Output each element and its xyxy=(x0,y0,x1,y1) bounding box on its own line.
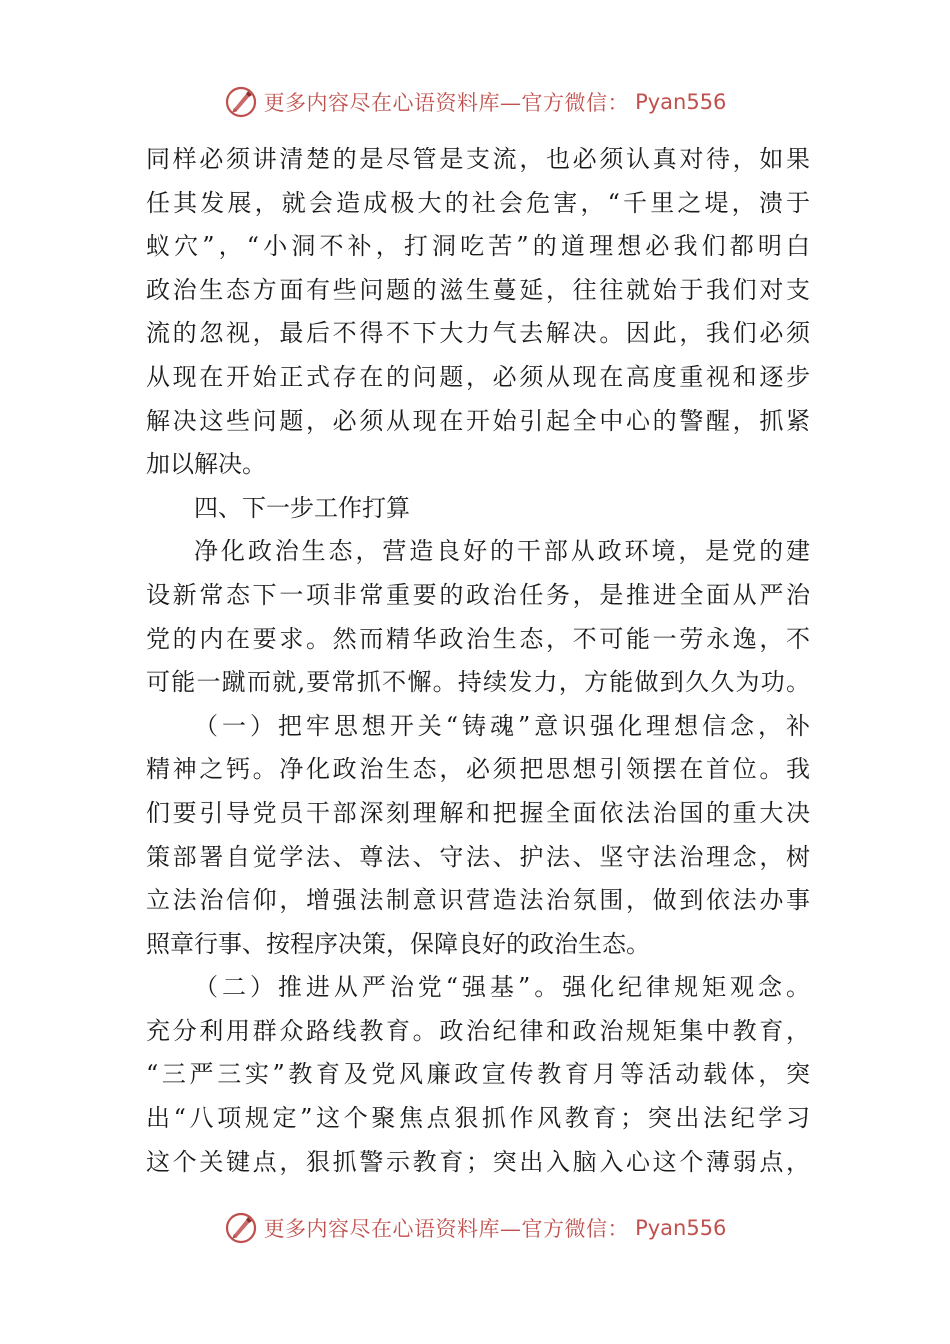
text-line: “三严三实”教育及党风廉政宣传教育月等活动载体，突 xyxy=(146,1060,810,1089)
text-line: 党的内在要求。然而精华政治生态，不可能一劳永逸，不 xyxy=(146,624,810,653)
text-line: 们要引导党员干部深刻理解和把握全面依法治国的重大决 xyxy=(146,798,810,827)
text-line: 净化政治生态，营造良好的干部从政环境，是党的建 xyxy=(194,537,810,566)
text-line: 流的忽视，最后不得不下大力气去解决。因此，我们必须 xyxy=(146,319,810,348)
text-line: 可能一蹴而就,要常抓不懈。持续发力，方能做到久久为功。 xyxy=(146,668,810,697)
pen-circle-logo-icon xyxy=(224,85,258,119)
document-body xyxy=(146,138,810,1184)
text-line: （二）推进从严治党“强基”。强化纪律规矩观念。 xyxy=(194,973,810,1002)
header-watermark xyxy=(0,80,950,124)
text-line: （一）把牢思想开关“铸魂”意识强化理想信念，补 xyxy=(194,711,810,740)
watermark-wechat-id: Pyan556 xyxy=(635,90,727,114)
text-line: 出“八项规定”这个聚焦点狠抓作风教育；突出法纪学习 xyxy=(146,1104,810,1133)
text-line: 设新常态下一项非常重要的政治任务，是推进全面从严治 xyxy=(146,580,810,609)
text-line: 立法治信仰，增强法制意识营造法治氛围，做到依法办事 xyxy=(146,886,810,915)
footer-watermark xyxy=(0,1206,950,1250)
text-line: 政治生态方面有些问题的滋生蔓延，往往就始于我们对支 xyxy=(146,275,810,304)
text-line: 照章行事、按程序决策，保障良好的政治生态。 xyxy=(146,929,650,958)
text-line: 同样必须讲清楚的是尽管是支流，也必须认真对待，如果 xyxy=(146,145,810,173)
watermark-text: 更多内容尽在心语资料库—官方微信： xyxy=(263,91,630,115)
text-line: 从现在开始正式存在的问题，必须从现在高度重视和逐步 xyxy=(146,362,810,391)
pen-circle-logo-icon xyxy=(224,1211,258,1245)
text-line: 这个关键点，狠抓警示教育；突出入脑入心这个薄弱点， xyxy=(146,1147,810,1176)
watermark-wechat-id: Pyan556 xyxy=(635,1216,727,1240)
text-line: 策部署自觉学法、尊法、守法、护法、坚守法治理念，树 xyxy=(146,842,810,871)
text-line: 四、下一步工作打算 xyxy=(194,493,410,522)
text-line: 蚁穴”，“小洞不补，打洞吃苦”的道理想必我们都明白 xyxy=(146,232,810,261)
text-line: 充分利用群众路线教育。政治纪律和政治规矩集中教育， xyxy=(146,1016,810,1045)
text-line: 精神之钙。净化政治生态，必须把思想引领摆在首位。我 xyxy=(146,755,810,784)
text-line: 解决这些问题，必须从现在开始引起全中心的警醒，抓紧 xyxy=(146,406,810,435)
text-line: 任其发展，就会造成极大的社会危害，“千里之堤，溃于 xyxy=(146,188,810,217)
watermark-text: 更多内容尽在心语资料库—官方微信： xyxy=(263,1217,630,1241)
text-line: 加以解决。 xyxy=(146,450,266,479)
